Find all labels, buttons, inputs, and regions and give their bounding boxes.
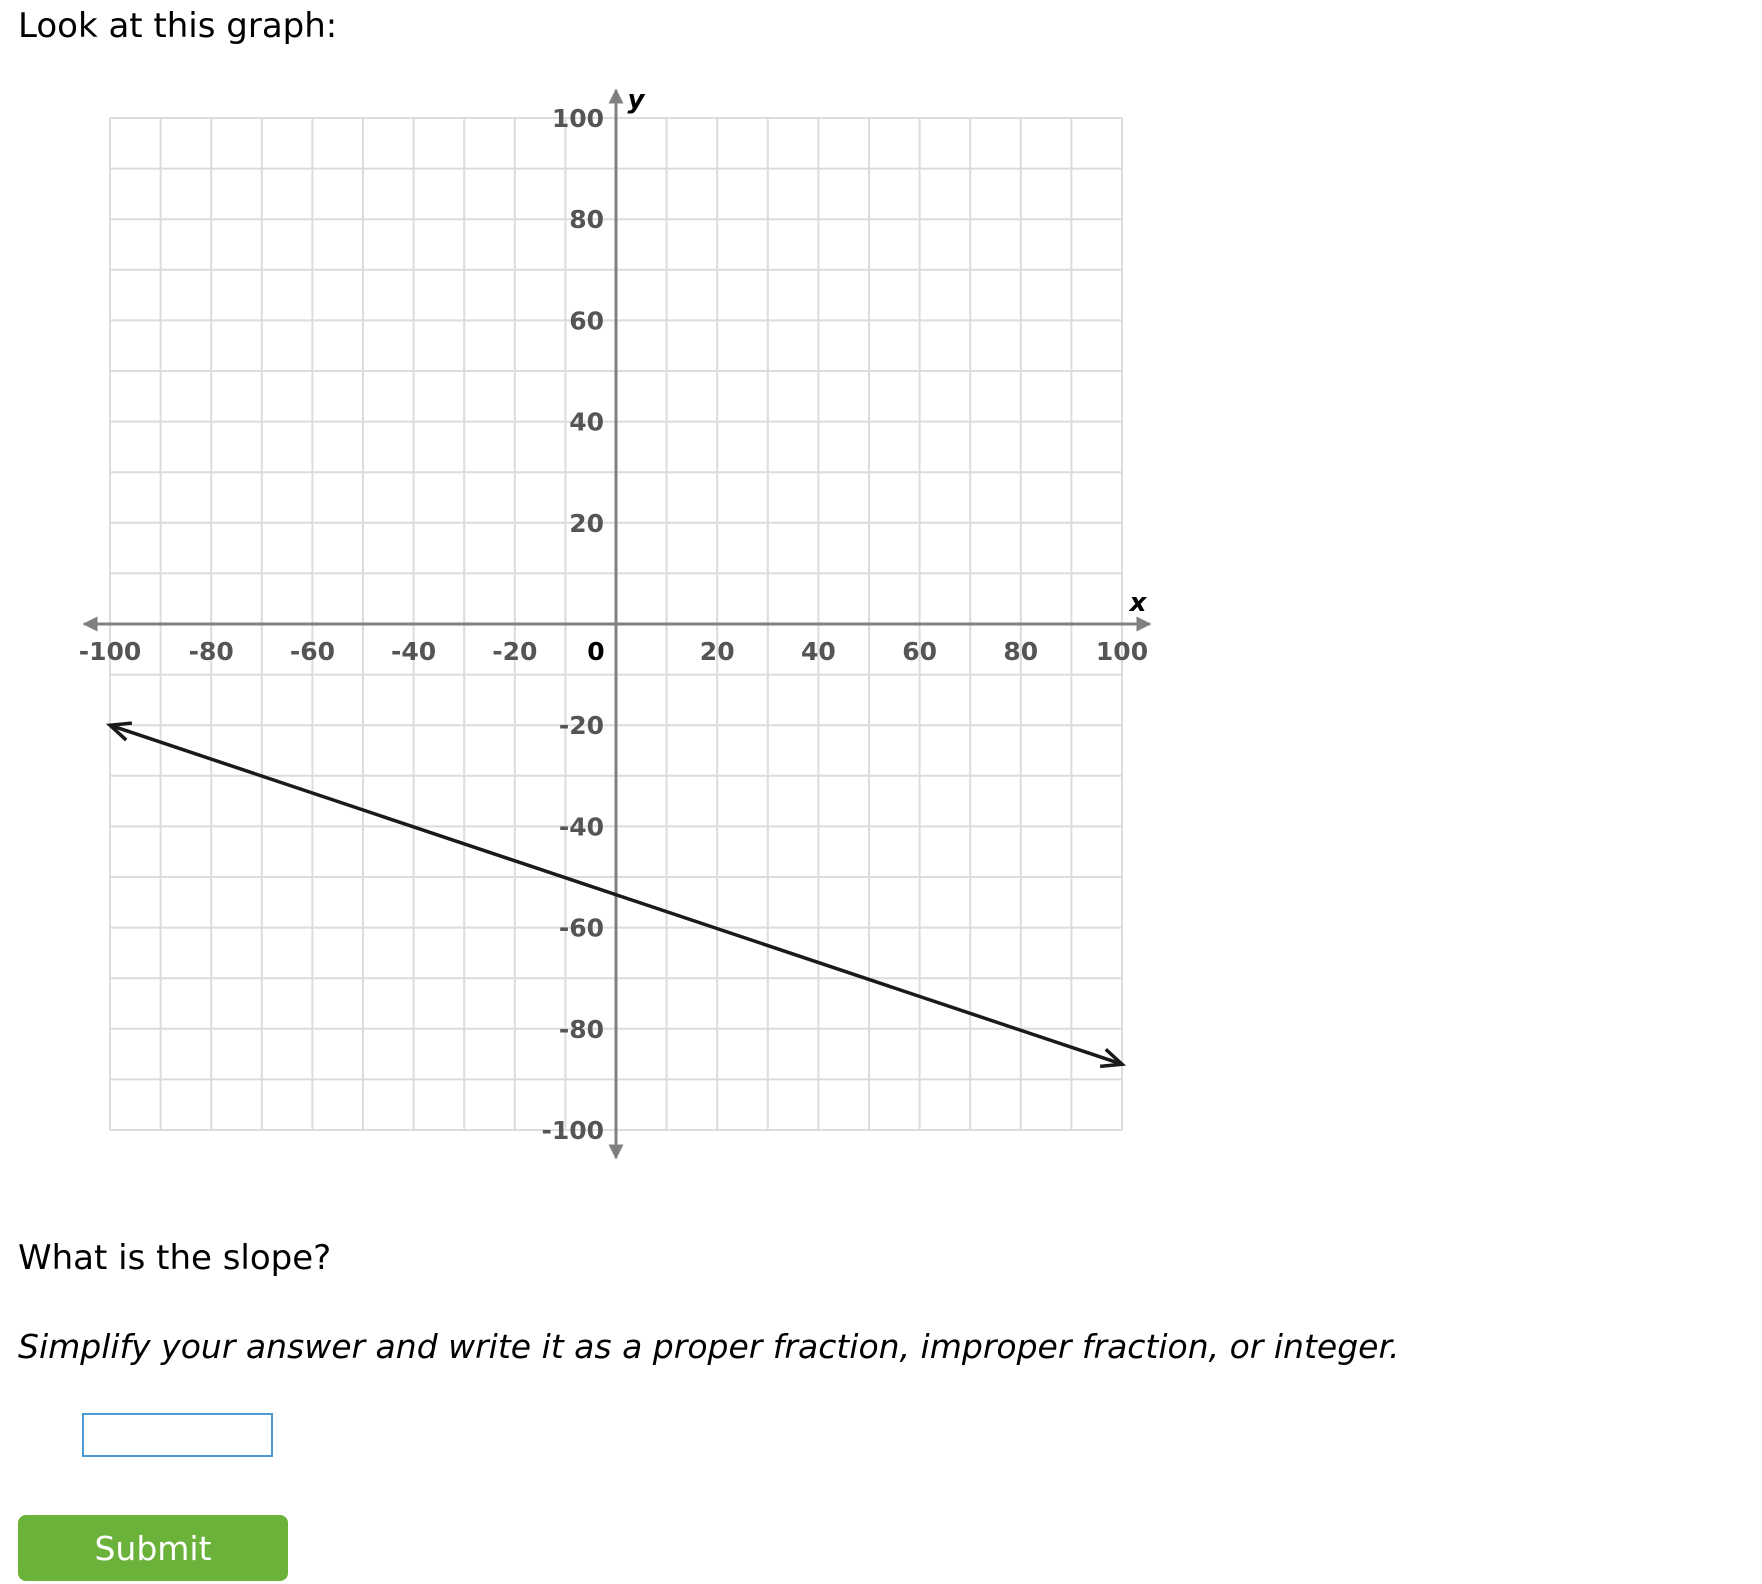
x-tick-label: -40 <box>391 637 437 666</box>
x-axis-label: x <box>1129 588 1147 618</box>
y-tick-label: -60 <box>558 913 604 943</box>
y-tick-label: -20 <box>558 711 604 741</box>
y-tick-label: 20 <box>569 508 604 538</box>
x-tick-label: 80 <box>1003 637 1039 666</box>
x-tick-label: 60 <box>902 637 937 666</box>
y-tick-label: 80 <box>569 205 604 235</box>
question-text: What is the slope? <box>18 1238 332 1278</box>
y-tick-label: -80 <box>558 1014 604 1044</box>
x-tick-label: 40 <box>801 637 836 666</box>
x-tick-label: -60 <box>289 637 335 666</box>
y-tick-label: 100 <box>551 104 604 133</box>
y-tick-label: 40 <box>569 407 604 437</box>
x-tick-label: 100 <box>1095 637 1149 666</box>
axes <box>84 85 1150 1158</box>
x-tick-label: 20 <box>699 637 735 666</box>
y-tick-label: -40 <box>558 812 604 842</box>
x-tick-label: -100 <box>78 637 142 666</box>
y-axis-label: y <box>627 85 645 115</box>
x-tick-label: -20 <box>492 637 538 666</box>
y-tick-label: -100 <box>541 1116 604 1145</box>
answer-input[interactable] <box>82 1413 273 1457</box>
prompt-text: Look at this graph: <box>18 6 338 46</box>
x-tick-label: 0 <box>587 637 605 666</box>
submit-button[interactable]: Submit <box>18 1515 288 1581</box>
y-tick-label: 60 <box>569 306 604 336</box>
instruction-text: Simplify your answer and write it as a proper fraction, improper fraction, or integer. <box>18 1327 1400 1366</box>
x-tick-label: -80 <box>188 637 234 666</box>
